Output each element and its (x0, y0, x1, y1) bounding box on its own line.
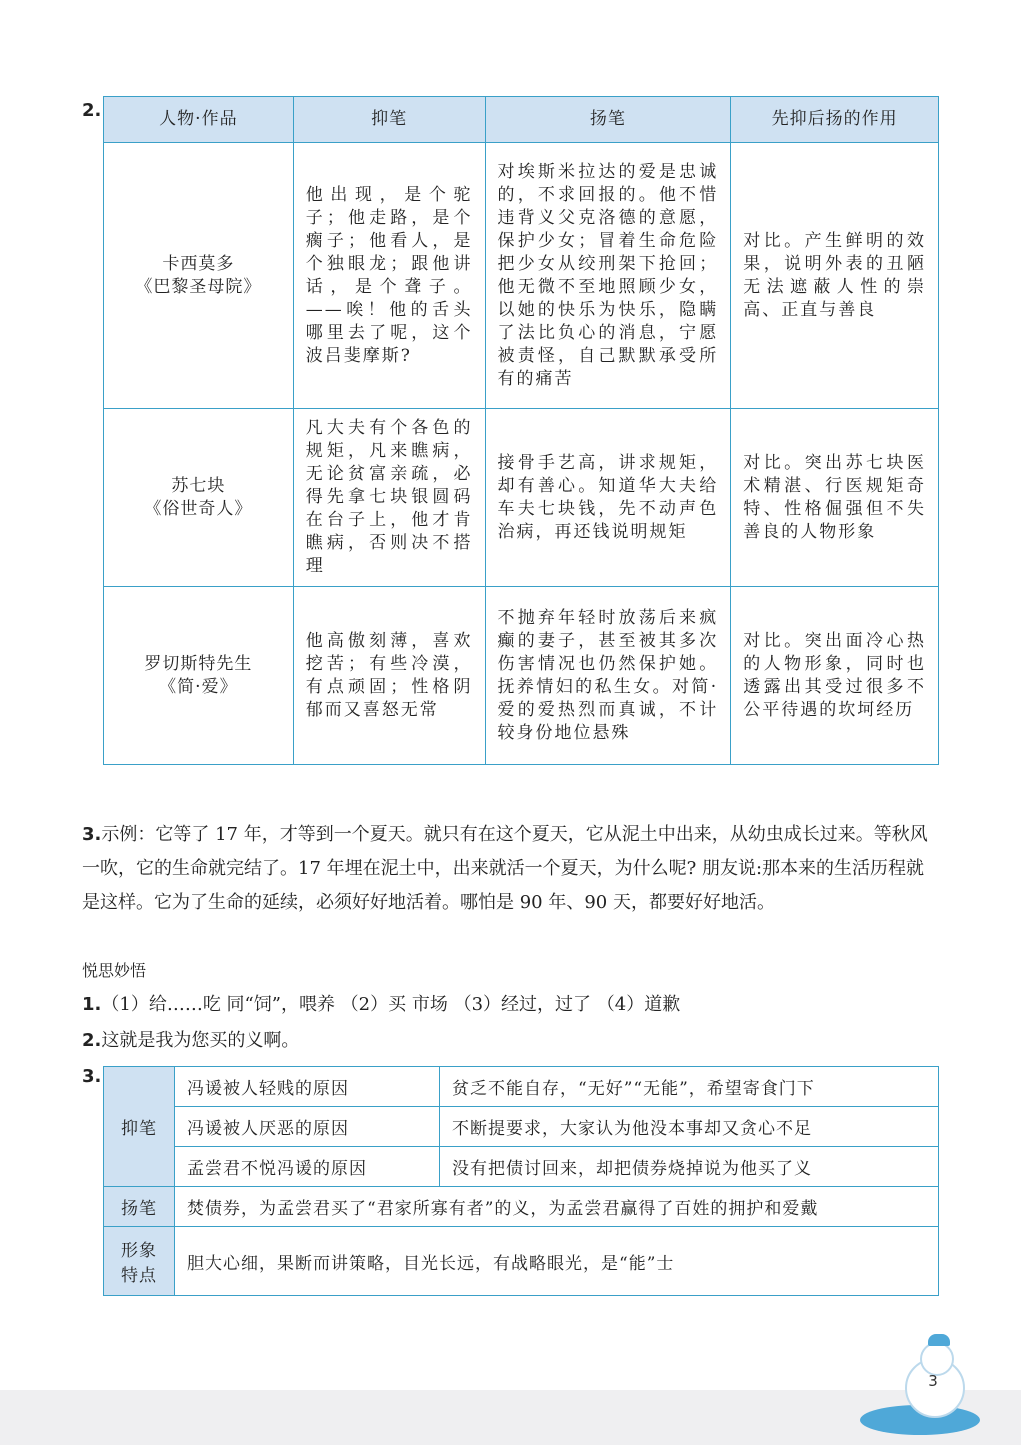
section-title: 悦思妙悟 (82, 961, 147, 980)
snowman-head-icon (920, 1342, 954, 1376)
detail-cell: 没有把债讨回来，却把债券烧掉说为他买了义 (440, 1147, 939, 1187)
character-name: 卡西莫多 (162, 253, 235, 274)
work-title: 《俗世奇人》 (144, 498, 253, 519)
section-answer-3-number: 3. (82, 1066, 102, 1087)
table-header-row (104, 97, 939, 143)
header-yi: 抑笔 (293, 97, 485, 143)
yi-cell: 他出现，是个驼子；他走路，是个瘸子；他看人，是个独眼龙；跟他讲话，是个聋子。——唉！他的舌头哪里去了呢，这个波吕斐摩斯? (293, 143, 485, 409)
character-work-cell (104, 587, 294, 765)
yang-cell: 接骨手艺高，讲求规矩，却有善心。知道华大夫给车夫七块钱，先不动声色治病，再还钱说明规矩 (485, 409, 731, 587)
effect-cell: 对比。突出苏七块医术精湛、行医规矩奇特、性格倔强但不失善良的人物形象 (731, 409, 939, 587)
detail-cell: 贫乏不能自存，“无好”“无能”，希望寄食门下 (440, 1067, 939, 1107)
yang-label-cell: 扬笔 (104, 1187, 175, 1227)
effect-cell: 对比。产生鲜明的效果，说明外表的丑陋无法遮蔽人性的崇高、正直与善良 (731, 143, 939, 409)
table-row (104, 409, 939, 587)
section-answer-1-text: （1）给……吃 同“饲”，喂养 （2）买 市场 （3）经过，过了 （4）道歉 (101, 994, 681, 1015)
question-2-number: 2. (82, 100, 102, 121)
yang-cell: 不抛弃年轻时放荡后来疯癫的妻子，甚至被其多次伤害情况也仍然保护她。抚养情妇的私生女。对简·爱的爱热烈而真诚，不计较身份地位悬殊 (485, 587, 731, 765)
character-name: 罗切斯特先生 (144, 653, 253, 674)
section-answer-2 (82, 1026, 299, 1052)
work-title: 《巴黎圣母院》 (135, 276, 262, 297)
section-answer-1 (82, 990, 680, 1016)
question-3-paragraph (82, 818, 942, 920)
header-character-work: 人物·作品 (104, 97, 294, 143)
question-3-number: 3. (82, 824, 102, 845)
header-yang: 扬笔 (485, 97, 731, 143)
detail-cell: 不断提要求，大家认为他没本事却又贪心不足 (440, 1107, 939, 1147)
comparison-table (103, 96, 939, 765)
snowman-hat-icon (928, 1334, 950, 1346)
reason-cell: 冯谖被人轻贱的原因 (175, 1067, 440, 1107)
yi-cell: 凡大夫有个各色的规矩，凡来瞧病，无论贫富亲疏，必得先拿七块银圆码在台子上，他才肯瞧病，否则决不搭理 (293, 409, 485, 587)
character-name: 苏七块 (171, 475, 226, 496)
character-work-cell (104, 143, 294, 409)
section-answer-2-text: 这就是我为您买的义啊。 (101, 1030, 300, 1051)
question-3-text: 示例：它等了 17 年，才等到一个夏天。就只有在这个夏天，它从泥土中出来，从幼虫成长过来。等秋风一吹，它的生命就完结了。17 年埋在泥土中，出来就活一个夏天，为什么呢? 朋友说:那本来的生活历程就是这样。它为了生命的延续，必须好好地活着。哪怕是 90 年、90 天，都要好好地活。 (82, 824, 928, 913)
table-row (104, 1107, 939, 1147)
yi-label-cell: 抑笔 (104, 1067, 175, 1187)
character-work-cell (104, 409, 294, 587)
reason-cell: 冯谖被人厌恶的原因 (175, 1107, 440, 1147)
page-number: 3 (928, 1372, 938, 1390)
table-row (104, 1227, 939, 1296)
section-answer-2-number: 2. (82, 1030, 102, 1051)
work-title: 《简·爱》 (159, 676, 238, 697)
header-effect: 先抑后扬的作用 (731, 97, 939, 143)
table-row (104, 587, 939, 765)
table-row (104, 143, 939, 409)
yang-text-cell: 焚债券，为孟尝君买了“君家所寡有者”的义，为孟尝君赢得了百姓的拥护和爱戴 (175, 1187, 939, 1227)
section-answer-1-number: 1. (82, 994, 102, 1015)
reason-cell: 孟尝君不悦冯谖的原因 (175, 1147, 440, 1187)
yi-cell: 他高傲刻薄，喜欢挖苦；有些冷漠，有点顽固；性格阴郁而又喜怒无常 (293, 587, 485, 765)
table-row (104, 1187, 939, 1227)
effect-cell: 对比。突出面冷心热的人物形象，同时也透露出其受过很多不公平待遇的坎坷经历 (731, 587, 939, 765)
trait-label-cell: 形象特点 (104, 1227, 175, 1296)
yang-cell: 对埃斯米拉达的爱是忠诚的，不求回报的。他不惜违背义父克洛德的意愿，保护少女；冒着生命危险把少女从绞刑架下抢回；他无微不至地照顾少女，以她的快乐为快乐，隐瞒了法比负心的消息，宁愿被责怪，自己默默承受所有的痛苦 (485, 143, 731, 409)
feng-xuan-table (103, 1066, 939, 1296)
table-row (104, 1147, 939, 1187)
trait-text-cell: 胆大心细，果断而讲策略，目光长远，有战略眼光，是“能”士 (175, 1227, 939, 1296)
table-row (104, 1067, 939, 1107)
